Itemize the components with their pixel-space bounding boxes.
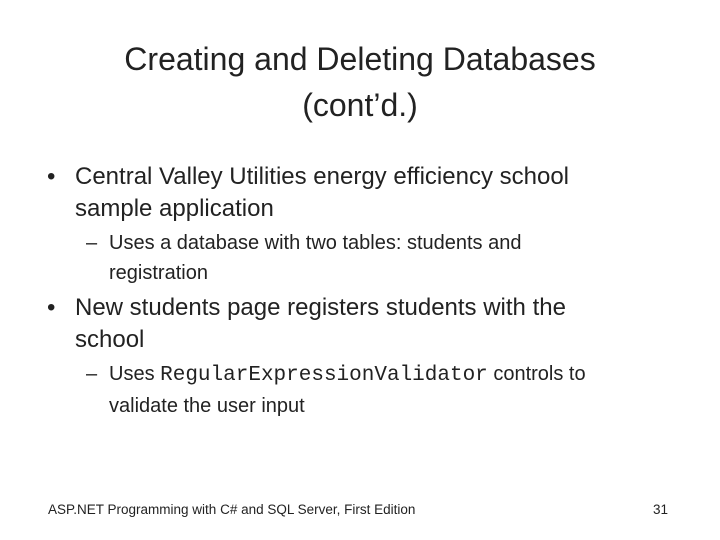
bullet-1-text (75, 161, 665, 225)
sub-bullet-1-line1: Uses a database with two tables: students and (109, 232, 522, 254)
sub-bullet-2-prefix: Uses (109, 363, 161, 385)
code-regex-validator: RegularExpressionValidator (160, 364, 488, 387)
footer-book-title: ASP.NET Programming with C# and SQL Server, First Edition (48, 502, 416, 517)
bullet-2-line2: school (75, 326, 145, 353)
bullet-1-line1: Central Valley Utilities energy efficiency school (75, 163, 570, 190)
slide-title (60, 36, 660, 128)
slide-title-line2: (cont’d.) (302, 87, 418, 123)
page-number: 31 (652, 502, 668, 517)
bullet-1-line2: sample application (75, 195, 274, 222)
bullet-marker: • (47, 163, 56, 190)
sub-bullet-1-text (109, 228, 679, 288)
sub-bullet-2-line2: validate the user input (109, 395, 305, 417)
sub-bullet-1-line2: registration (109, 262, 208, 284)
bullet-2-line1: New students page registers students with the (75, 294, 566, 321)
sub-bullet-2-line1 (109, 359, 679, 391)
bullet-2-text (75, 292, 665, 356)
bullet-marker: • (47, 294, 56, 321)
sub-bullet-2-text (109, 359, 679, 421)
dash-marker: – (86, 232, 98, 254)
dash-marker: – (86, 363, 98, 385)
slide-title-line1: Creating and Deleting Databases (124, 41, 596, 77)
sub-bullet-2-suffix: controls to (487, 363, 586, 385)
